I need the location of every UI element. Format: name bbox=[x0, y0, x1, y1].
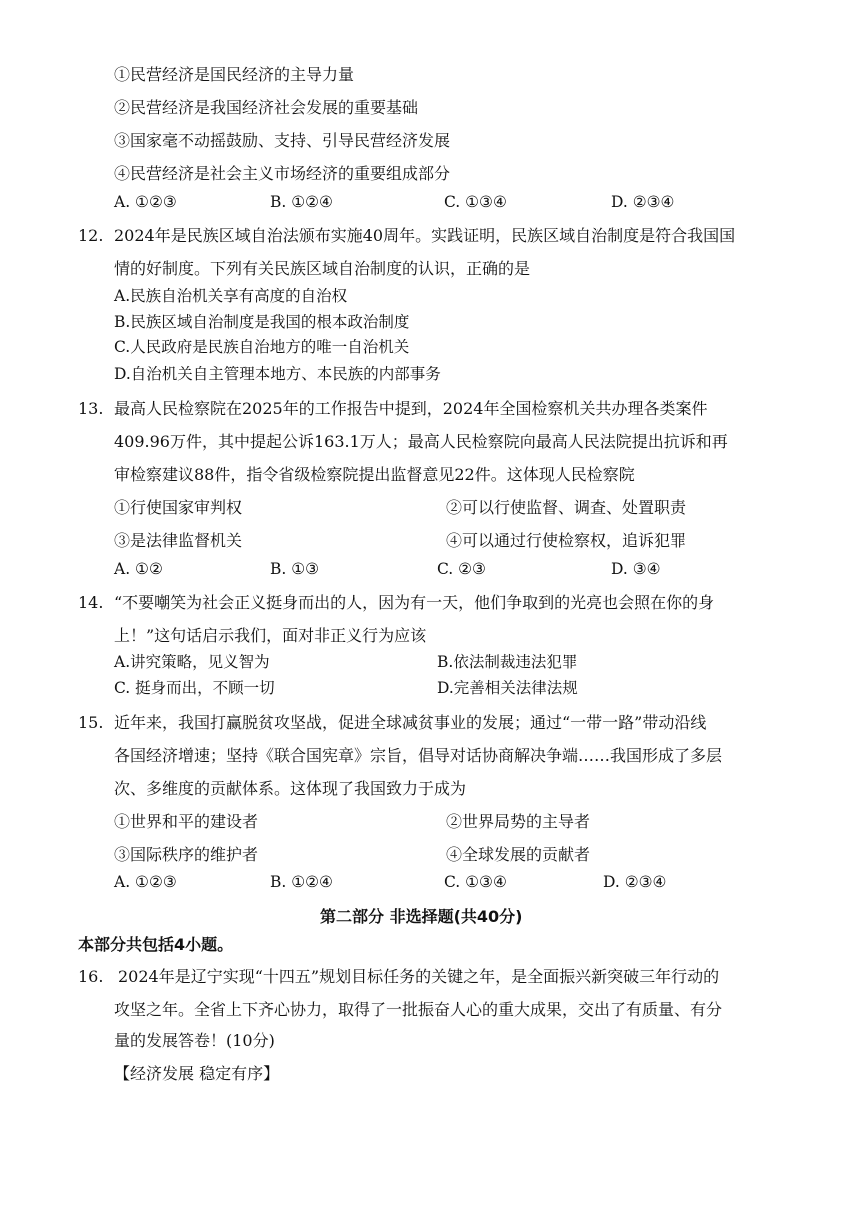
q14-stem-line2: 上！”这句话启示我们，面对非正义行为应该 bbox=[114, 626, 427, 645]
q11-option-d: D. ②③④ bbox=[611, 193, 675, 211]
q13-option-b: B. ①③ bbox=[270, 560, 320, 578]
q12-option-c: C.人民政府是民族自治地方的唯一自治机关 bbox=[114, 338, 410, 356]
q16-stem-line3: 量的发展答卷！(10分) bbox=[114, 1031, 275, 1050]
part2-title: 第二部分 非选择题(共40分) bbox=[320, 907, 523, 926]
q16-number: 16. bbox=[78, 967, 104, 986]
part2-note: 本部分共包括4小题。 bbox=[78, 935, 234, 954]
q11-option-b: B. ①②④ bbox=[270, 193, 333, 211]
q15-item-2: ②世界局势的主导者 bbox=[446, 812, 591, 831]
q11-item-1: ①民营经济是国民经济的主导力量 bbox=[114, 65, 355, 84]
q13-item-4: ④可以通过行使检察权，追诉犯罪 bbox=[446, 531, 687, 550]
q16-section-heading: 【经济发展 稳定有序】 bbox=[114, 1064, 280, 1083]
q16-stem-line2: 攻坚之年。全省上下齐心协力，取得了一批振奋人心的重大成果，交出了有质量、有分 bbox=[114, 1000, 723, 1019]
q16-stem-line1: 2024年是辽宁实现“十四五”规划目标任务的关键之年，是全面振兴新突破三年行动的 bbox=[118, 967, 720, 986]
q13-stem-line1: 最高人民检察院在2025年的工作报告中提到，2024年全国检察机关共办理各类案件 bbox=[114, 399, 708, 418]
q15-stem-line3: 次、多维度的贡献体系。这体现了我国致力于成为 bbox=[114, 779, 467, 798]
q11-item-3: ③国家毫不动摇鼓励、支持、引导民营经济发展 bbox=[114, 131, 451, 150]
q11-option-c: C. ①③④ bbox=[444, 193, 507, 211]
q13-option-a: A. ①② bbox=[114, 560, 163, 578]
q15-stem-line1: 近年来，我国打赢脱贫攻坚战，促进全球减贫事业的发展；通过“一带一路”带动沿线 bbox=[114, 713, 707, 732]
q13-stem-line2: 409.96万件，其中提起公诉163.1万人；最高人民检察院向最高人民法院提出抗诉和再 bbox=[114, 432, 728, 451]
q15-option-d: D. ②③④ bbox=[603, 873, 667, 891]
q14-number: 14. bbox=[78, 593, 104, 612]
q15-number: 15. bbox=[78, 713, 104, 732]
q13-option-c: C. ②③ bbox=[437, 560, 486, 578]
q12-option-b: B.民族区域自治制度是我国的根本政治制度 bbox=[114, 313, 410, 331]
q13-stem-line3: 审检察建议88件，指令省级检察院提出监督意见22件。这体现人民检察院 bbox=[114, 465, 635, 484]
q15-item-4: ④全球发展的贡献者 bbox=[446, 845, 591, 864]
q12-number: 12. bbox=[78, 226, 104, 245]
q12-option-d: D.自治机关自主管理本地方、本民族的内部事务 bbox=[114, 365, 441, 383]
q13-item-3: ③是法律监督机关 bbox=[114, 531, 243, 550]
q11-item-4: ④民营经济是社会主义市场经济的重要组成部分 bbox=[114, 164, 451, 183]
q15-item-1: ①世界和平的建设者 bbox=[114, 812, 259, 831]
q11-option-a: A. ①②③ bbox=[114, 193, 177, 211]
q12-stem-line1: 2024年是民族区域自治法颁布实施40周年。实践证明，民族区域自治制度是符合我国国 bbox=[114, 226, 736, 245]
q14-option-c: C. 挺身而出，不顾一切 bbox=[114, 679, 275, 697]
q15-stem-line2: 各国经济增速；坚持《联合国宪章》宗旨，倡导对话协商解决争端……我国形成了多层 bbox=[114, 746, 723, 765]
q14-stem-line1: “不要嘲笑为社会正义挺身而出的人，因为有一天，他们争取到的光亮也会照在你的身 bbox=[114, 593, 715, 612]
q12-stem-line2: 情的好制度。下列有关民族区域自治制度的认识，正确的是 bbox=[114, 259, 531, 278]
q15-option-b: B. ①②④ bbox=[270, 873, 333, 891]
q15-option-c: C. ①③④ bbox=[444, 873, 507, 891]
q14-option-a: A.讲究策略，见义智为 bbox=[114, 653, 270, 671]
q13-number: 13. bbox=[78, 399, 104, 418]
q13-item-2: ②可以行使监督、调查、处置职责 bbox=[446, 498, 687, 517]
q15-item-3: ③国际秩序的维护者 bbox=[114, 845, 259, 864]
q14-option-d: D.完善相关法律法规 bbox=[437, 679, 578, 697]
q14-option-b: B.依法制裁违法犯罪 bbox=[437, 653, 578, 671]
q13-item-1: ①行使国家审判权 bbox=[114, 498, 243, 517]
q12-option-a: A.民族自治机关享有高度的自治权 bbox=[114, 287, 348, 305]
q13-option-d: D. ③④ bbox=[611, 560, 661, 578]
q11-item-2: ②民营经济是我国经济社会发展的重要基础 bbox=[114, 98, 419, 117]
q15-option-a: A. ①②③ bbox=[114, 873, 177, 891]
